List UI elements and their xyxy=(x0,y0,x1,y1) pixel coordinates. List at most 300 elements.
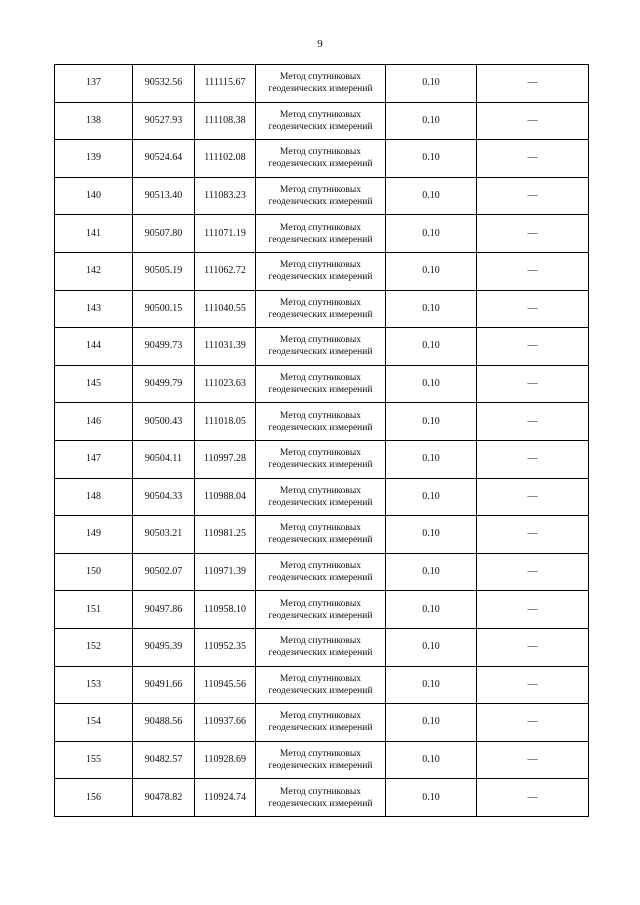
method-line-1: Метод спутниковых xyxy=(279,109,362,120)
method-line-2: геодезических измерений xyxy=(268,159,373,170)
cell-point-number xyxy=(55,516,133,554)
cell-accuracy xyxy=(386,553,477,591)
cell-accuracy-text: 0.10 xyxy=(422,566,440,578)
method-line-2: геодезических измерений xyxy=(268,535,373,546)
cell-description xyxy=(477,290,589,328)
method-text xyxy=(269,146,373,170)
cell-description-text: — xyxy=(527,340,538,352)
table-row xyxy=(55,666,589,704)
cell-point-number xyxy=(55,628,133,666)
table-body xyxy=(55,65,589,817)
table-row xyxy=(55,440,589,478)
cell-coordinate-y-text: 111071.19 xyxy=(204,227,246,239)
cell-point-number xyxy=(55,252,133,290)
cell-coordinate-x xyxy=(133,704,195,742)
method-line-1: Метод спутниковых xyxy=(279,786,362,797)
cell-coordinate-x xyxy=(133,140,195,178)
cell-accuracy-text: 0.10 xyxy=(422,265,440,277)
cell-accuracy xyxy=(386,102,477,140)
method-line-1: Метод спутниковых xyxy=(279,636,362,647)
cell-point-number xyxy=(55,290,133,328)
cell-coordinate-y xyxy=(195,177,256,215)
table-row xyxy=(55,516,589,554)
cell-description xyxy=(477,140,589,178)
method-text xyxy=(269,673,373,697)
method-line-2: геодезических измерений xyxy=(268,197,373,208)
cell-method xyxy=(256,666,386,704)
method-line-1: Метод спутниковых xyxy=(279,260,362,271)
cell-coordinate-x xyxy=(133,741,195,779)
cell-coordinate-x-text: 90513.40 xyxy=(144,190,183,202)
cell-accuracy-text: 0.10 xyxy=(422,227,440,239)
method-text xyxy=(269,372,373,396)
method-line-2: геодезических измерений xyxy=(268,573,373,584)
method-text xyxy=(269,297,373,321)
cell-accuracy-text: 0.10 xyxy=(422,114,440,126)
cell-description-text: — xyxy=(527,77,538,89)
cell-accuracy-text: 0.10 xyxy=(422,528,440,540)
cell-coordinate-y xyxy=(195,403,256,441)
cell-coordinate-y-text: 111062.72 xyxy=(204,265,246,277)
cell-point-number xyxy=(55,666,133,704)
cell-method xyxy=(256,628,386,666)
cell-description xyxy=(477,102,589,140)
table-row xyxy=(55,704,589,742)
cell-accuracy-text: 0.10 xyxy=(422,415,440,427)
method-line-2: геодезических измерений xyxy=(268,234,373,245)
cell-point-number xyxy=(55,102,133,140)
cell-point-number-text: 152 xyxy=(86,641,101,653)
table-row xyxy=(55,102,589,140)
cell-method xyxy=(256,779,386,817)
cell-coordinate-y-text: 111023.63 xyxy=(204,378,246,390)
cell-method xyxy=(256,140,386,178)
cell-method xyxy=(256,365,386,403)
cell-accuracy xyxy=(386,290,477,328)
cell-coordinate-y xyxy=(195,252,256,290)
cell-coordinate-y xyxy=(195,704,256,742)
method-line-2: геодезических измерений xyxy=(268,723,373,734)
cell-accuracy-text: 0.10 xyxy=(422,453,440,465)
cell-coordinate-y xyxy=(195,328,256,366)
table-row xyxy=(55,177,589,215)
cell-point-number-text: 151 xyxy=(86,603,101,615)
cell-point-number xyxy=(55,704,133,742)
cell-accuracy-text: 0.10 xyxy=(422,791,440,803)
coordinates-table xyxy=(54,64,589,817)
cell-description-text: — xyxy=(527,378,538,390)
cell-coordinate-x-text: 90499.73 xyxy=(144,340,183,352)
cell-method xyxy=(256,403,386,441)
cell-description xyxy=(477,65,589,103)
method-text xyxy=(269,71,373,95)
cell-point-number-text: 139 xyxy=(86,152,101,164)
method-text xyxy=(269,259,373,283)
cell-coordinate-y-text: 110924.74 xyxy=(203,791,247,803)
cell-coordinate-x-text: 90499.79 xyxy=(144,378,183,390)
cell-coordinate-y-text: 111102.08 xyxy=(204,152,246,164)
cell-description xyxy=(477,365,589,403)
method-text xyxy=(269,635,373,659)
cell-method xyxy=(256,591,386,629)
cell-coordinate-x-text: 90504.33 xyxy=(144,490,183,502)
cell-method xyxy=(256,102,386,140)
cell-coordinate-y-text: 111108.38 xyxy=(204,114,246,126)
cell-description xyxy=(477,440,589,478)
cell-coordinate-y xyxy=(195,440,256,478)
method-text xyxy=(269,560,373,584)
cell-description xyxy=(477,779,589,817)
cell-description-text: — xyxy=(527,753,538,765)
cell-accuracy-text: 0.10 xyxy=(422,77,440,89)
cell-coordinate-y-text: 110981.25 xyxy=(203,528,247,540)
cell-description xyxy=(477,628,589,666)
page-number: 9 xyxy=(317,38,323,50)
cell-description-text: — xyxy=(527,114,538,126)
method-line-2: геодезических измерений xyxy=(268,385,373,396)
cell-description xyxy=(477,328,589,366)
cell-accuracy-text: 0.10 xyxy=(422,603,440,615)
table-row xyxy=(55,252,589,290)
cell-point-number-text: 147 xyxy=(86,453,101,465)
method-text xyxy=(269,598,373,622)
cell-coordinate-x-text: 90500.43 xyxy=(144,415,183,427)
cell-coordinate-x-text: 90495.39 xyxy=(144,641,183,653)
cell-method xyxy=(256,328,386,366)
cell-point-number-text: 144 xyxy=(86,340,101,352)
cell-description xyxy=(477,516,589,554)
table-row xyxy=(55,365,589,403)
cell-coordinate-x-text: 90527.93 xyxy=(144,114,183,126)
cell-point-number-text: 146 xyxy=(86,415,101,427)
method-line-2: геодезических измерений xyxy=(268,685,373,696)
cell-coordinate-y-text: 111031.39 xyxy=(204,340,246,352)
method-line-2: геодезических измерений xyxy=(268,497,373,508)
cell-method xyxy=(256,252,386,290)
cell-description-text: — xyxy=(527,678,538,690)
method-line-1: Метод спутниковых xyxy=(279,523,362,534)
cell-method xyxy=(256,741,386,779)
cell-point-number-text: 156 xyxy=(86,791,101,803)
method-line-1: Метод спутниковых xyxy=(279,335,362,346)
cell-coordinate-y xyxy=(195,102,256,140)
cell-description xyxy=(477,403,589,441)
cell-description-text: — xyxy=(527,415,538,427)
cell-accuracy xyxy=(386,741,477,779)
cell-coordinate-y xyxy=(195,478,256,516)
method-line-1: Метод спутниковых xyxy=(279,147,362,158)
method-text xyxy=(269,748,373,772)
cell-accuracy xyxy=(386,779,477,817)
cell-accuracy xyxy=(386,516,477,554)
cell-coordinate-x xyxy=(133,177,195,215)
cell-coordinate-y-text: 110958.10 xyxy=(203,603,247,615)
method-line-1: Метод спутниковых xyxy=(279,410,362,421)
cell-coordinate-y xyxy=(195,140,256,178)
cell-coordinate-y-text: 110952.35 xyxy=(203,641,247,653)
method-text xyxy=(269,109,373,133)
method-line-2: геодезических измерений xyxy=(268,84,373,95)
cell-coordinate-y xyxy=(195,365,256,403)
method-line-1: Метод спутниковых xyxy=(279,373,362,384)
cell-coordinate-x-text: 90491.66 xyxy=(144,678,183,690)
cell-coordinate-x xyxy=(133,65,195,103)
cell-coordinate-x xyxy=(133,403,195,441)
cell-coordinate-x-text: 90488.56 xyxy=(144,716,183,728)
cell-description-text: — xyxy=(527,453,538,465)
cell-point-number-text: 148 xyxy=(86,490,101,502)
cell-point-number-text: 137 xyxy=(86,77,101,89)
method-text xyxy=(269,485,373,509)
cell-accuracy xyxy=(386,440,477,478)
cell-coordinate-y-text: 110997.28 xyxy=(203,453,247,465)
cell-method xyxy=(256,177,386,215)
method-line-1: Метод спутниковых xyxy=(279,185,362,196)
cell-description-text: — xyxy=(527,641,538,653)
cell-point-number-text: 138 xyxy=(86,114,101,126)
cell-description-text: — xyxy=(527,152,538,164)
cell-coordinate-y xyxy=(195,65,256,103)
cell-coordinate-x xyxy=(133,666,195,704)
method-line-2: геодезических измерений xyxy=(268,610,373,621)
cell-description xyxy=(477,666,589,704)
cell-method xyxy=(256,65,386,103)
cell-description-text: — xyxy=(527,603,538,615)
method-line-1: Метод спутниковых xyxy=(279,485,362,496)
cell-coordinate-x-text: 90497.86 xyxy=(144,603,183,615)
method-line-1: Метод спутниковых xyxy=(279,222,362,233)
cell-point-number-text: 145 xyxy=(86,378,101,390)
method-text xyxy=(269,786,373,810)
cell-coordinate-x xyxy=(133,252,195,290)
cell-point-number xyxy=(55,591,133,629)
method-line-1: Метод спутниковых xyxy=(279,711,362,722)
cell-accuracy xyxy=(386,140,477,178)
cell-coordinate-y-text: 110945.56 xyxy=(203,678,247,690)
cell-description-text: — xyxy=(527,528,538,540)
cell-coordinate-x xyxy=(133,215,195,253)
cell-coordinate-y-text: 110971.39 xyxy=(203,566,247,578)
method-line-1: Метод спутниковых xyxy=(279,448,362,459)
cell-accuracy xyxy=(386,252,477,290)
cell-coordinate-x xyxy=(133,779,195,817)
cell-point-number-text: 153 xyxy=(86,678,101,690)
table-row xyxy=(55,403,589,441)
cell-accuracy-text: 0.10 xyxy=(422,490,440,502)
table-row xyxy=(55,628,589,666)
cell-coordinate-x-text: 90532.56 xyxy=(144,77,183,89)
cell-accuracy-text: 0.10 xyxy=(422,302,440,314)
table-row xyxy=(55,140,589,178)
cell-accuracy xyxy=(386,403,477,441)
cell-description xyxy=(477,215,589,253)
cell-point-number-text: 154 xyxy=(86,716,101,728)
cell-accuracy-text: 0.10 xyxy=(422,190,440,202)
cell-coordinate-y xyxy=(195,666,256,704)
cell-coordinate-y-text: 110988.04 xyxy=(203,490,247,502)
cell-description xyxy=(477,177,589,215)
cell-point-number xyxy=(55,779,133,817)
cell-description-text: — xyxy=(527,791,538,803)
cell-coordinate-x xyxy=(133,591,195,629)
cell-method xyxy=(256,215,386,253)
cell-coordinate-x-text: 90478.82 xyxy=(144,791,183,803)
cell-coordinate-y-text: 110928.69 xyxy=(203,753,247,765)
cell-point-number xyxy=(55,65,133,103)
cell-coordinate-x xyxy=(133,553,195,591)
cell-accuracy xyxy=(386,591,477,629)
cell-coordinate-y xyxy=(195,553,256,591)
method-text xyxy=(269,710,373,734)
cell-coordinate-y-text: 111115.67 xyxy=(204,77,246,89)
cell-description-text: — xyxy=(527,302,538,314)
cell-method xyxy=(256,290,386,328)
table-row xyxy=(55,478,589,516)
cell-point-number xyxy=(55,177,133,215)
cell-coordinate-x-text: 90505.19 xyxy=(144,265,183,277)
cell-coordinate-y-text: 111083.23 xyxy=(204,190,246,202)
cell-coordinate-x xyxy=(133,516,195,554)
table-row xyxy=(55,65,589,103)
cell-point-number xyxy=(55,478,133,516)
method-line-2: геодезических измерений xyxy=(268,272,373,283)
cell-accuracy-text: 0.10 xyxy=(422,340,440,352)
cell-point-number xyxy=(55,215,133,253)
method-line-2: геодезических измерений xyxy=(268,422,373,433)
cell-coordinate-x xyxy=(133,102,195,140)
cell-method xyxy=(256,553,386,591)
cell-method xyxy=(256,516,386,554)
method-line-2: геодезических измерений xyxy=(268,760,373,771)
cell-accuracy-text: 0.10 xyxy=(422,152,440,164)
method-line-2: геодезических измерений xyxy=(268,798,373,809)
cell-coordinate-y-text: 111018.05 xyxy=(204,415,246,427)
cell-accuracy xyxy=(386,628,477,666)
cell-description-text: — xyxy=(527,566,538,578)
cell-description-text: — xyxy=(527,190,538,202)
cell-accuracy xyxy=(386,65,477,103)
cell-coordinate-y xyxy=(195,290,256,328)
cell-point-number xyxy=(55,140,133,178)
cell-coordinate-y xyxy=(195,591,256,629)
cell-coordinate-y xyxy=(195,215,256,253)
cell-point-number-text: 155 xyxy=(86,753,101,765)
cell-description xyxy=(477,591,589,629)
cell-method xyxy=(256,478,386,516)
cell-coordinate-x xyxy=(133,628,195,666)
cell-coordinate-y xyxy=(195,741,256,779)
table-row xyxy=(55,553,589,591)
cell-coordinate-x-text: 90507.80 xyxy=(144,227,183,239)
method-line-2: геодезических измерений xyxy=(268,347,373,358)
cell-coordinate-x-text: 90503.21 xyxy=(144,528,183,540)
cell-method xyxy=(256,704,386,742)
cell-coordinate-y xyxy=(195,628,256,666)
cell-point-number xyxy=(55,403,133,441)
cell-coordinate-x xyxy=(133,478,195,516)
cell-accuracy xyxy=(386,666,477,704)
cell-accuracy-text: 0.10 xyxy=(422,678,440,690)
cell-point-number-text: 149 xyxy=(86,528,101,540)
cell-description-text: — xyxy=(527,227,538,239)
method-text xyxy=(269,334,373,358)
method-line-2: геодезических измерений xyxy=(268,121,373,132)
cell-coordinate-y-text: 110937.66 xyxy=(203,716,247,728)
cell-description-text: — xyxy=(527,265,538,277)
method-line-1: Метод спутниковых xyxy=(279,72,362,83)
cell-description xyxy=(477,704,589,742)
cell-accuracy-text: 0.10 xyxy=(422,716,440,728)
method-line-1: Метод спутниковых xyxy=(279,748,362,759)
cell-point-number xyxy=(55,328,133,366)
cell-accuracy xyxy=(386,177,477,215)
method-line-2: геодезических измерений xyxy=(268,460,373,471)
method-text xyxy=(269,184,373,208)
cell-coordinate-x-text: 90482.57 xyxy=(144,753,183,765)
cell-coordinate-y-text: 111040.55 xyxy=(204,302,246,314)
table-row xyxy=(55,779,589,817)
cell-coordinate-x xyxy=(133,328,195,366)
method-line-2: геодезических измерений xyxy=(268,648,373,659)
cell-point-number xyxy=(55,741,133,779)
cell-description xyxy=(477,478,589,516)
cell-coordinate-x-text: 90524.64 xyxy=(144,152,183,164)
cell-point-number xyxy=(55,440,133,478)
method-line-1: Метод спутниковых xyxy=(279,297,362,308)
cell-coordinate-x-text: 90502.07 xyxy=(144,566,183,578)
cell-accuracy-text: 0.10 xyxy=(422,753,440,765)
cell-description-text: — xyxy=(527,490,538,502)
table-row xyxy=(55,741,589,779)
cell-point-number-text: 141 xyxy=(86,227,101,239)
table-row xyxy=(55,591,589,629)
cell-coordinate-x-text: 90500.15 xyxy=(144,302,183,314)
cell-accuracy xyxy=(386,478,477,516)
method-text xyxy=(269,222,373,246)
cell-coordinate-y xyxy=(195,516,256,554)
cell-point-number-text: 143 xyxy=(86,302,101,314)
cell-accuracy xyxy=(386,328,477,366)
cell-accuracy-text: 0.10 xyxy=(422,378,440,390)
cell-coordinate-y xyxy=(195,779,256,817)
cell-description xyxy=(477,741,589,779)
cell-point-number-text: 140 xyxy=(86,190,101,202)
cell-point-number xyxy=(55,365,133,403)
cell-coordinate-x xyxy=(133,440,195,478)
cell-point-number xyxy=(55,553,133,591)
cell-coordinate-x xyxy=(133,365,195,403)
method-text xyxy=(269,410,373,434)
table-row xyxy=(55,215,589,253)
cell-coordinate-x-text: 90504.11 xyxy=(144,453,183,465)
cell-description xyxy=(477,553,589,591)
cell-description xyxy=(477,252,589,290)
cell-accuracy-text: 0.10 xyxy=(422,641,440,653)
method-line-1: Метод спутниковых xyxy=(279,673,362,684)
method-line-2: геодезических измерений xyxy=(268,309,373,320)
cell-point-number-text: 150 xyxy=(86,566,101,578)
method-line-1: Метод спутниковых xyxy=(279,598,362,609)
cell-accuracy xyxy=(386,215,477,253)
method-text xyxy=(269,447,373,471)
table-row xyxy=(55,290,589,328)
cell-description-text: — xyxy=(527,716,538,728)
cell-accuracy xyxy=(386,365,477,403)
method-text xyxy=(269,522,373,546)
method-line-1: Метод спутниковых xyxy=(279,561,362,572)
cell-coordinate-x xyxy=(133,290,195,328)
cell-point-number-text: 142 xyxy=(86,265,101,277)
